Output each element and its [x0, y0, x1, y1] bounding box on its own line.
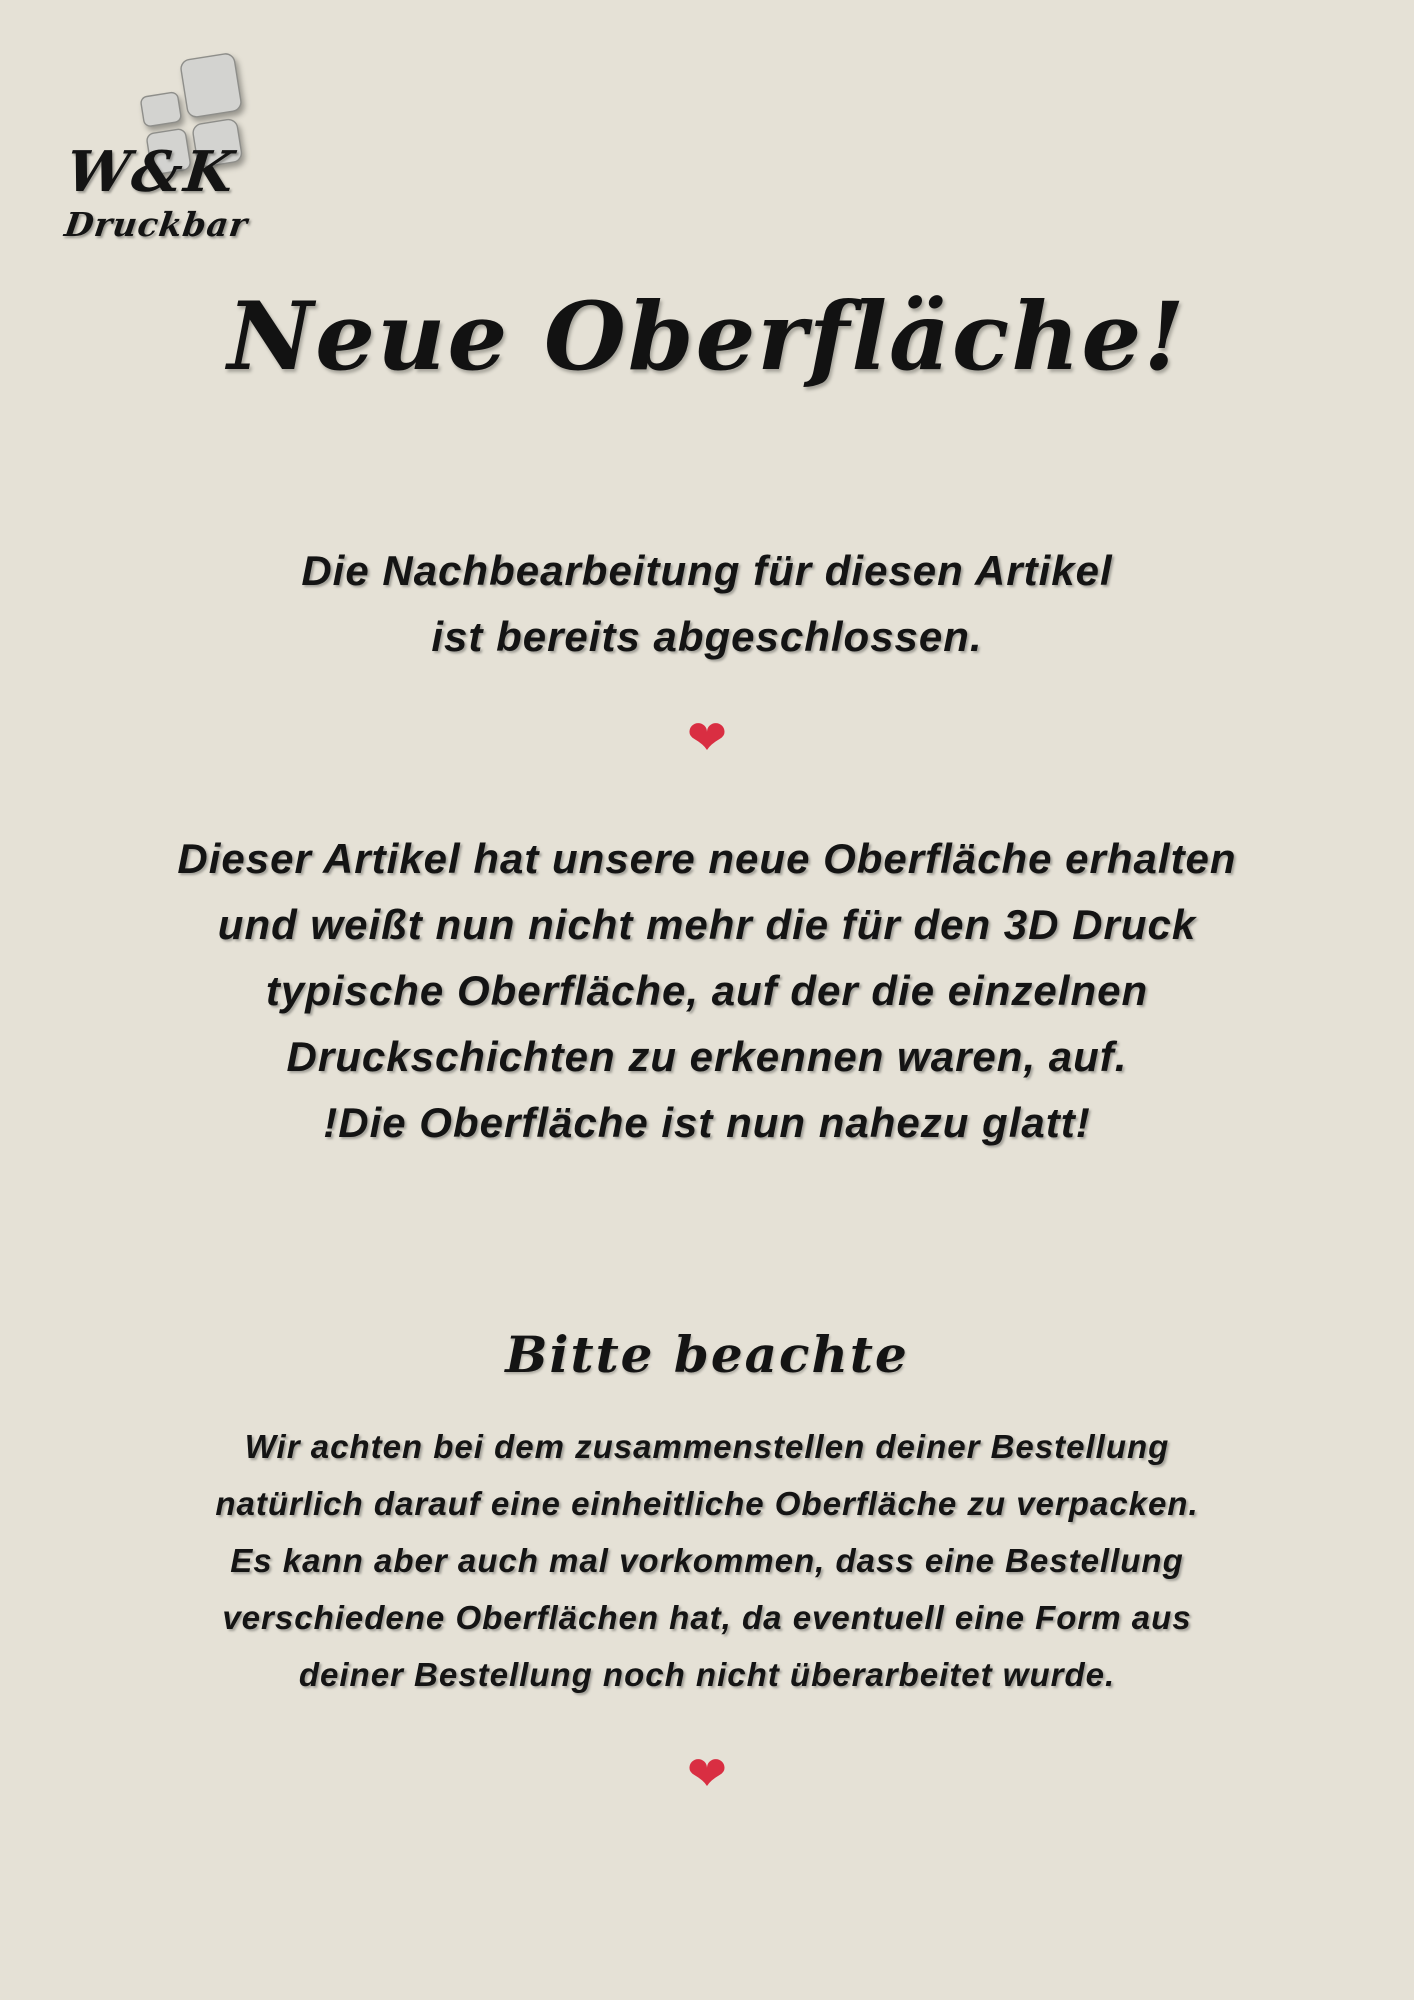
note-line-5: deiner Bestellung noch nicht überarbeitet wurde. — [298, 1656, 1116, 1693]
note-paragraph — [0, 1418, 1414, 1703]
note-line-3: Es kann aber auch mal vorkommen, dass eine Bestellung — [230, 1542, 1184, 1579]
highlight-line: !Die Oberfläche ist nun nahezu glatt! — [323, 1099, 1091, 1146]
body-line-1: Dieser Artikel hat unsere neue Oberfläche erhalten — [177, 835, 1237, 882]
intro-paragraph — [0, 538, 1414, 670]
body-line-3: typische Oberfläche, auf der die einzelnen — [265, 967, 1149, 1014]
heart-icon: ❤ — [686, 1746, 728, 1802]
note-line-4: verschiedene Oberflächen hat, da eventuell eine Form aus — [222, 1599, 1192, 1636]
note-line-2: natürlich darauf eine einheitliche Oberfläche zu verpacken. — [215, 1485, 1199, 1522]
body-paragraph — [0, 826, 1414, 1090]
logo-name: W&K — [63, 139, 239, 205]
body-line-4: Druckschichten zu erkennen waren, auf. — [286, 1033, 1128, 1080]
heart-icon: ❤ — [686, 710, 728, 766]
note-heading: Bitte beachte — [505, 1325, 909, 1384]
page-title: Neue Oberfläche! — [227, 282, 1187, 392]
note-line-1: Wir achten bei dem zusammenstellen deiner Bestellung — [244, 1428, 1170, 1465]
logo-subtitle: Druckbar — [62, 205, 251, 244]
intro-line-1: Die Nachbearbeitung für diesen Artikel — [301, 547, 1113, 594]
intro-line-2: ist bereits abgeschlossen. — [431, 613, 983, 660]
brand-logo — [62, 48, 265, 244]
body-line-2: und weißt nun nicht mehr die für den 3D Druck — [217, 901, 1197, 948]
